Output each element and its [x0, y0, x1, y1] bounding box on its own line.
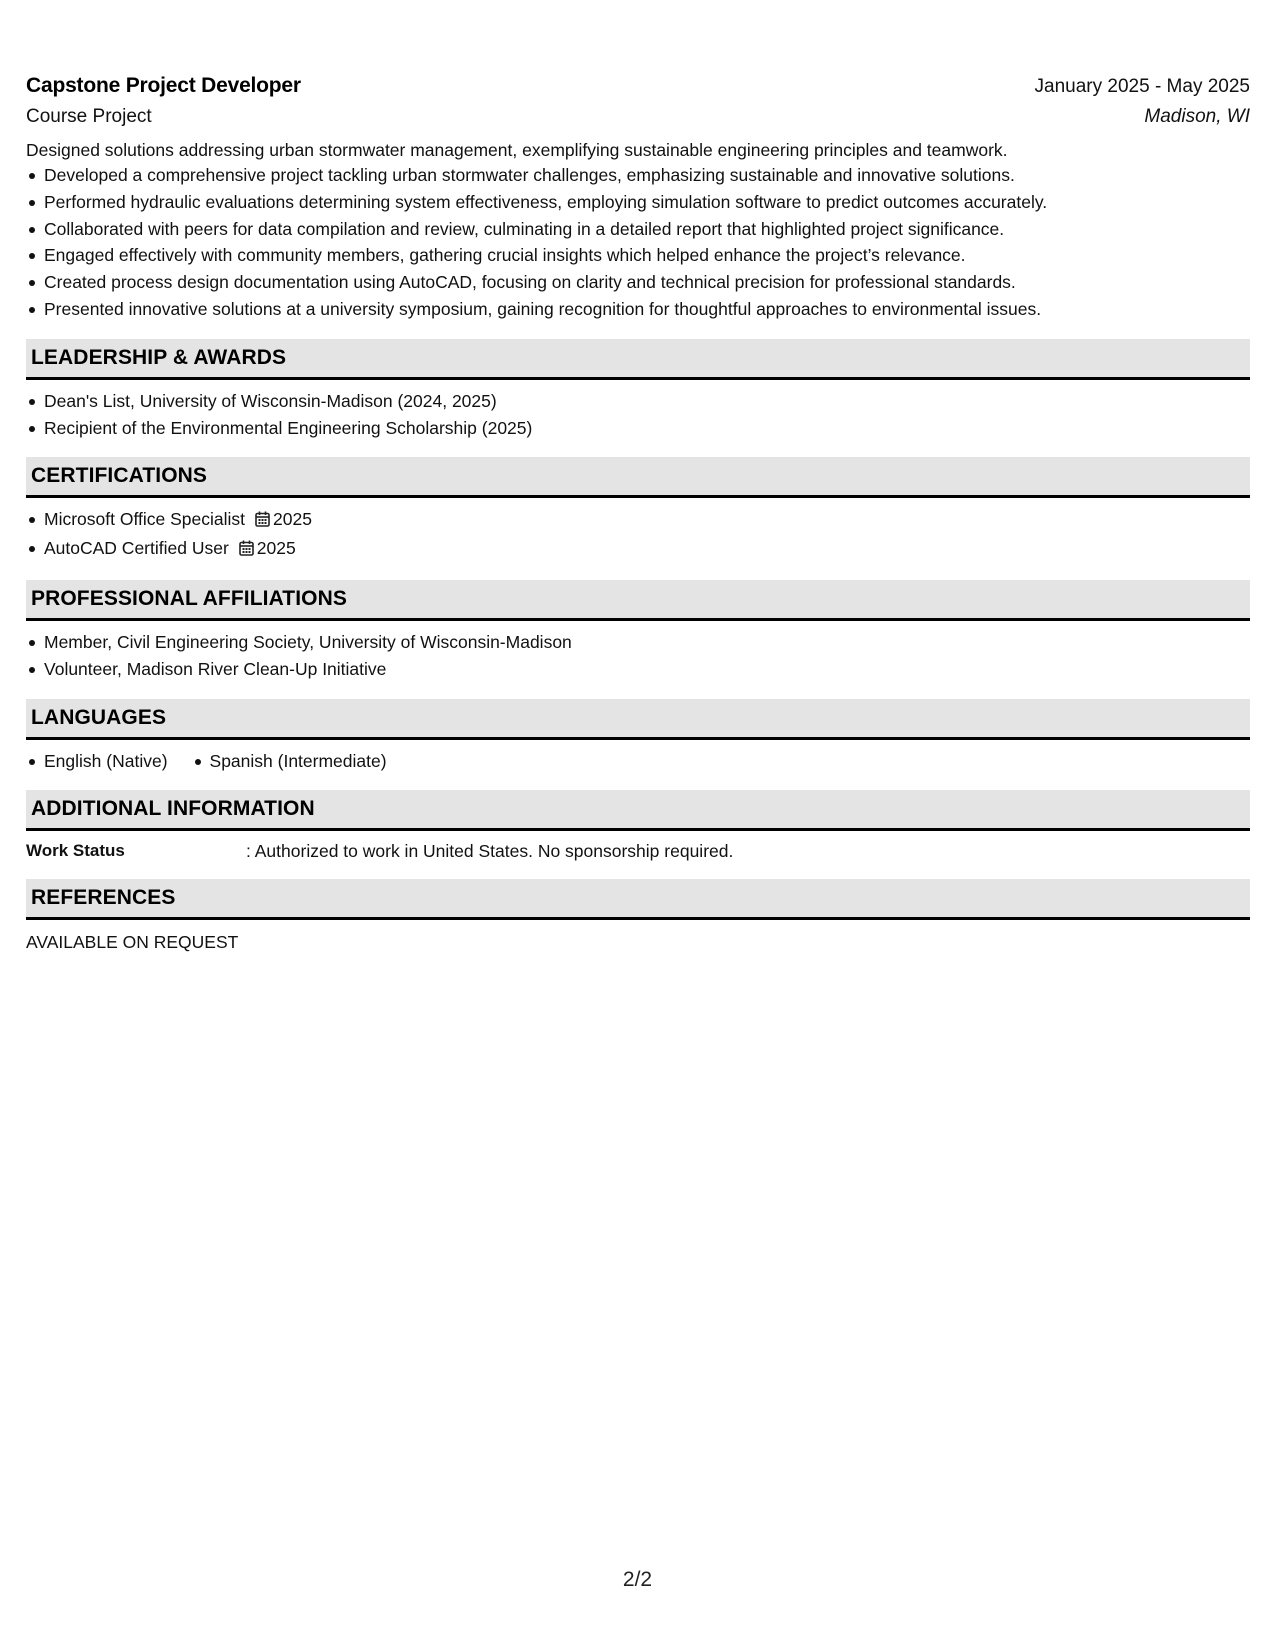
list-item: Volunteer, Madison River Clean-Up Initiative: [44, 656, 1250, 683]
section-header-affiliations: [26, 580, 1250, 621]
references-text: AVAILABLE ON REQUEST: [26, 932, 239, 953]
section-title: LEADERSHIP & AWARDS: [31, 345, 287, 369]
job-dates: January 2025 - May 2025: [1034, 76, 1250, 97]
leadership-list: [26, 388, 1250, 442]
certifications-list: [26, 506, 1250, 564]
section-header-certifications: [26, 457, 1250, 498]
certification-name: Microsoft Office Specialist: [44, 509, 245, 530]
certifications-section: [26, 506, 1250, 564]
section-header-languages: [26, 699, 1250, 740]
job-bullet: Developed a comprehensive project tackling urban stormwater challenges, emphasizing sustainable and innovative solutions.: [44, 162, 1250, 189]
job-bullet: Engaged effectively with community members, gathering crucial insights which helped enhance the project’s relevance.: [44, 242, 1250, 269]
certification-year: 2025: [256, 538, 296, 559]
job-bullet: Performed hydraulic evaluations determining system effectiveness, employing simulation software to predict outcomes accurately.: [44, 189, 1250, 216]
job-title: Capstone Project Developer: [26, 74, 301, 97]
work-status-row: [26, 839, 1250, 863]
resume-page: [26, 74, 1250, 954]
job-bullet: Presented innovative solutions at a university symposium, gaining recognition for thoughtful approaches to environmental issues.: [44, 296, 1250, 323]
certification-item: [44, 535, 1250, 564]
certification-name: AutoCAD Certified User: [44, 538, 229, 559]
certification-item: [44, 506, 1250, 535]
section-title: REFERENCES: [31, 886, 176, 910]
work-status-value: : Authorized to work in United States. No sponsorship required.: [246, 841, 734, 862]
calendar-icon: [239, 537, 254, 564]
section-title: CERTIFICATIONS: [31, 464, 208, 488]
section-header-references: [26, 879, 1250, 920]
languages-section: [26, 748, 1250, 775]
job-location: Madison, WI: [1144, 106, 1250, 127]
job-bullet-list: [26, 162, 1250, 323]
list-item: Recipient of the Environmental Engineering Scholarship (2025): [44, 415, 1250, 442]
work-status-label: Work Status: [26, 841, 125, 861]
certification-year: 2025: [273, 509, 312, 530]
job-subheader: [26, 106, 1250, 128]
language-item: Spanish (Intermediate): [210, 748, 387, 775]
affiliations-list: [26, 629, 1250, 683]
leadership-section: [26, 388, 1250, 442]
job-header: [26, 74, 1250, 98]
page-number: 2/2: [622, 1568, 653, 1591]
languages-list: [26, 748, 1250, 775]
calendar-icon: [255, 508, 270, 535]
list-item: Member, Civil Engineering Society, University of Wisconsin-Madison: [44, 629, 1250, 656]
language-item: English (Native): [44, 748, 168, 775]
affiliations-section: [26, 629, 1250, 683]
section-title: LANGUAGES: [31, 705, 167, 729]
section-title: ADDITIONAL INFORMATION: [31, 797, 315, 821]
job-bullet: Created process design documentation using AutoCAD, focusing on clarity and technical precision for professional standards.: [44, 269, 1250, 296]
section-header-leadership: [26, 339, 1250, 380]
section-header-additional: [26, 790, 1250, 831]
job-summary: Designed solutions addressing urban stormwater management, exemplifying sustainable engineering principles and teamwork.: [26, 140, 1008, 160]
list-item: Dean's List, University of Wisconsin-Madison (2024, 2025): [44, 388, 1250, 415]
job-entry: [26, 74, 1250, 323]
section-title: PROFESSIONAL AFFILIATIONS: [31, 586, 347, 610]
job-organization: Course Project: [26, 106, 152, 127]
job-bullet: Collaborated with peers for data compilation and review, culminating in a detailed report that highlighted project significance.: [44, 216, 1250, 243]
additional-section: [26, 839, 1250, 863]
